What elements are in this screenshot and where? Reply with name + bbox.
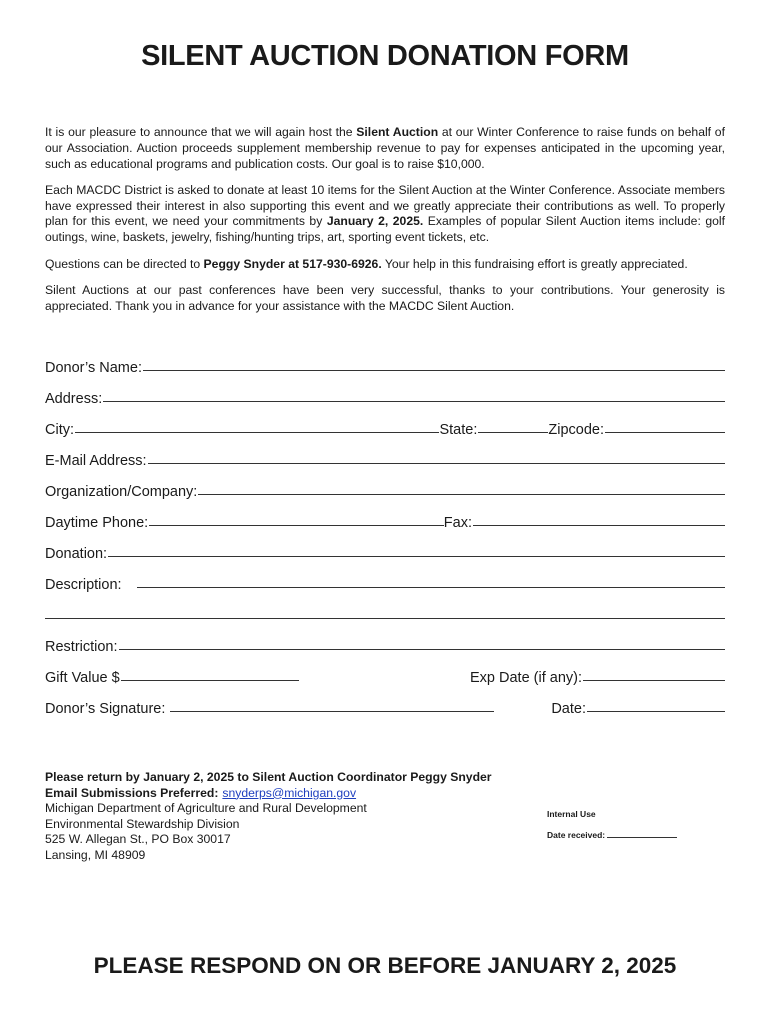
email-submission-line <box>45 786 545 802</box>
daytime-phone-label: Daytime Phone: <box>45 515 149 531</box>
donor-name-label: Donor’s Name: <box>45 360 142 376</box>
description-continued-row <box>45 593 725 624</box>
donor-name-row <box>45 345 725 376</box>
address-label: Address: <box>45 391 103 407</box>
intro-paragraph-2 <box>45 183 725 246</box>
city-state-zip-row <box>45 407 725 438</box>
donation-row <box>45 531 725 562</box>
gift-value-row <box>45 655 725 686</box>
email-label: E-Mail Address: <box>45 453 147 469</box>
internal-use-box <box>547 804 677 846</box>
donation-label: Donation: <box>45 546 108 562</box>
date-received-line <box>547 825 677 846</box>
description-row <box>45 562 725 593</box>
gift-value-field[interactable] <box>121 679 299 681</box>
intro-bold-run: Peggy Snyder at 517-930-6926. <box>203 256 382 271</box>
exp-date-field[interactable] <box>583 679 725 681</box>
email-link[interactable]: snyderps@michigan.gov <box>222 785 357 800</box>
intro-text <box>45 125 725 325</box>
fax-label: Fax: <box>443 515 472 531</box>
daytime-phone-field[interactable] <box>149 524 444 526</box>
address-line-1: Michigan Department of Agriculture and Rural Development <box>45 801 367 816</box>
return-heading: Please return by January 2, 2025 to Silent Auction Coordinator Peggy Snyder <box>45 770 492 784</box>
date-received-label: Date received: <box>547 830 606 840</box>
city-field[interactable] <box>75 431 439 433</box>
exp-date-label: Exp Date (if any): <box>469 670 582 686</box>
intro-text-run: Questions can be directed to <box>45 256 204 271</box>
date-field[interactable] <box>587 710 725 712</box>
signature-field[interactable] <box>170 710 494 712</box>
description-label: Description: <box>45 577 122 593</box>
organization-row <box>45 469 725 500</box>
address-row <box>45 376 725 407</box>
email-field[interactable] <box>148 462 725 464</box>
city-label: City: <box>45 422 74 438</box>
email-submission-label: Email Submissions Preferred: <box>45 785 219 800</box>
donation-field[interactable] <box>108 555 725 557</box>
intro-text-run: at our Winter Conference to raise funds on behalf of our Association. Auction proceeds supplement membership revenue to pay for expenses anticipated in the upcoming year, such as educational programs and publication costs. Our goal is to raise $10,000. <box>45 125 725 171</box>
address-line-4: Lansing, MI 48909 <box>45 847 146 862</box>
fax-field[interactable] <box>473 524 725 526</box>
intro-text-run: Your help in this fundraising effort is greatly appreciated. <box>381 256 688 271</box>
phone-fax-row <box>45 500 725 531</box>
address-line-3: 525 W. Allegan St., PO Box 30017 <box>45 832 231 847</box>
intro-text-run: Each MACDC District is asked to donate at least 10 items for the Silent Auction at the Winter Conference. Associate members have expressed their interest in also supporting this event and we greatly appreciate their contributions as well. To properly plan for this event, we need your commitments by <box>45 182 725 229</box>
restriction-row <box>45 624 725 655</box>
respond-deadline-banner: PLEASE RESPOND ON OR BEFORE JANUARY 2, 2025 <box>93 953 677 978</box>
state-label: State: <box>439 422 478 438</box>
intro-text-run: Examples of popular Silent Auction items include: golf outings, wine, baskets, jewelry, fishing/hunting trips, art, sporting event tickets, etc. <box>45 214 725 245</box>
intro-text-run: It is our pleasure to announce that we will again host the <box>45 125 357 139</box>
intro-paragraph-4: Silent Auctions at our past conferences have been very successful, thanks to your contributions. Your generosity is appreciated. Thank you in advance for your assistance with the MACDC Silent Auction. <box>45 282 725 313</box>
organization-label: Organization/Company: <box>45 484 198 500</box>
donation-form-fields <box>45 345 725 717</box>
intro-bold-run: Silent Auction <box>356 125 439 139</box>
restriction-label: Restriction: <box>45 639 118 655</box>
date-received-field[interactable] <box>607 836 677 838</box>
intro-paragraph-1 <box>45 125 725 172</box>
internal-use-label: Internal Use <box>547 809 596 819</box>
description-field[interactable] <box>137 586 725 588</box>
donor-name-field[interactable] <box>143 369 725 371</box>
description-field-line-2[interactable] <box>45 617 725 619</box>
restriction-field[interactable] <box>119 648 725 650</box>
email-row <box>45 438 725 469</box>
zipcode-field[interactable] <box>605 431 725 433</box>
signature-row <box>45 686 725 717</box>
address-field[interactable] <box>103 400 725 402</box>
page-title: SILENT AUCTION DONATION FORM <box>141 40 629 72</box>
signature-label: Donor’s Signature: <box>45 701 166 717</box>
date-label: Date: <box>551 701 586 717</box>
address-line-2: Environmental Stewardship Division <box>45 816 240 831</box>
intro-paragraph-3 <box>45 257 725 273</box>
organization-field[interactable] <box>198 493 725 495</box>
state-field[interactable] <box>478 431 548 433</box>
zipcode-label: Zipcode: <box>548 422 604 438</box>
form-page <box>45 0 725 1024</box>
return-instructions <box>45 770 545 864</box>
gift-value-label: Gift Value $ <box>45 670 120 686</box>
intro-bold-run: January 2, 2025. <box>326 214 424 229</box>
